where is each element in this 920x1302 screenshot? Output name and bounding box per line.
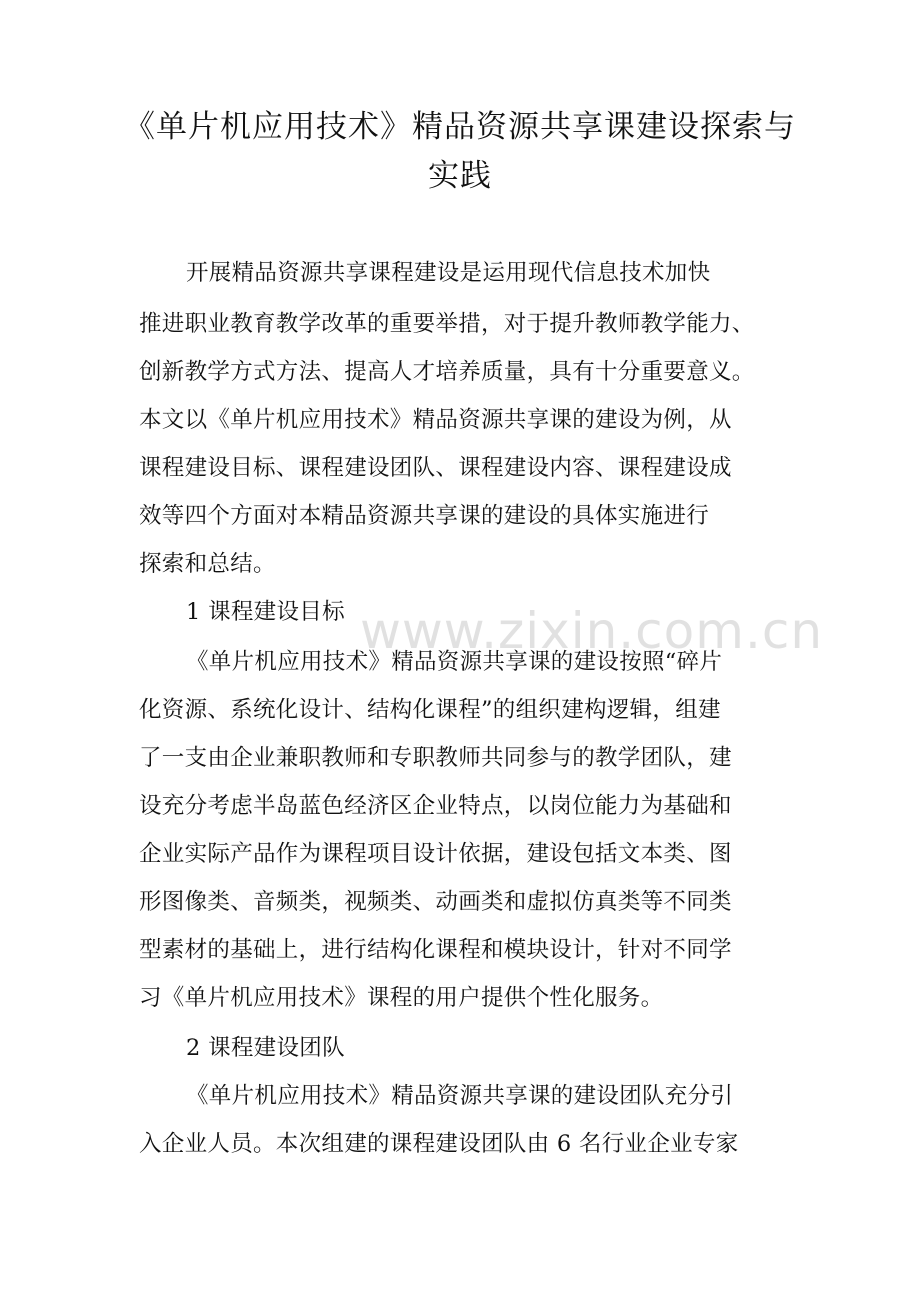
section-1-heading: 1 课程建设目标 bbox=[186, 599, 345, 625]
abstract-line: 本文以《单片机应用技术》精品资源共享课的建设为例，从 bbox=[139, 407, 732, 433]
watermark: www.zixin.com.cn bbox=[360, 602, 824, 660]
section-1-line: 企业实际产品作为课程项目设计依据，建设包括文本类、图 bbox=[139, 841, 732, 867]
abstract-line: 探索和总结。 bbox=[139, 551, 276, 577]
abstract-line: 开展精品资源共享课程建设是运用现代信息技术加快 bbox=[186, 260, 711, 286]
document-title-line-2: 实践 bbox=[428, 158, 492, 194]
section-1-line: 《单片机应用技术》精品资源共享课的建设按照“碎片 bbox=[186, 649, 723, 675]
abstract-line: 效等四个方面对本精品资源共享课的建设的具体实施进行 bbox=[139, 503, 710, 529]
section-1-line: 化资源、系统化设计、结构化课程”的组织建构逻辑，组建 bbox=[139, 697, 721, 723]
section-1-line: 型素材的基础上，进行结构化课程和模块设计，针对不同学 bbox=[139, 937, 732, 963]
section-1-line: 形图像类、音频类，视频类、动画类和虚拟仿真类等不同类 bbox=[139, 889, 732, 915]
document-title-line-1: 《单片机应用技术》精品资源共享课建设探索与 bbox=[124, 109, 796, 145]
abstract-line: 推进职业教育教学改革的重要举措，对于提升教师教学能力、 bbox=[139, 311, 755, 337]
abstract-line: 课程建设目标、课程建设团队、课程建设内容、课程建设成 bbox=[139, 455, 732, 481]
section-2-line: 《单片机应用技术》精品资源共享课的建设团队充分引 bbox=[186, 1083, 734, 1109]
section-1-line: 习《单片机应用技术》课程的用户提供个性化服务。 bbox=[139, 985, 664, 1011]
section-2-heading: 2 课程建设团队 bbox=[186, 1035, 345, 1061]
section-1-line: 了一支由企业兼职教师和专职教师共同参与的教学团队，建 bbox=[139, 745, 732, 771]
section-1-line: 设充分考虑半岛蓝色经济区企业特点，以岗位能力为基础和 bbox=[139, 793, 732, 819]
section-2-line: 入企业人员。本次组建的课程建设团队由 6 名行业企业专家 bbox=[139, 1131, 739, 1157]
abstract-line: 创新教学方式方法、提高人才培养质量，具有十分重要意义。 bbox=[139, 359, 755, 385]
